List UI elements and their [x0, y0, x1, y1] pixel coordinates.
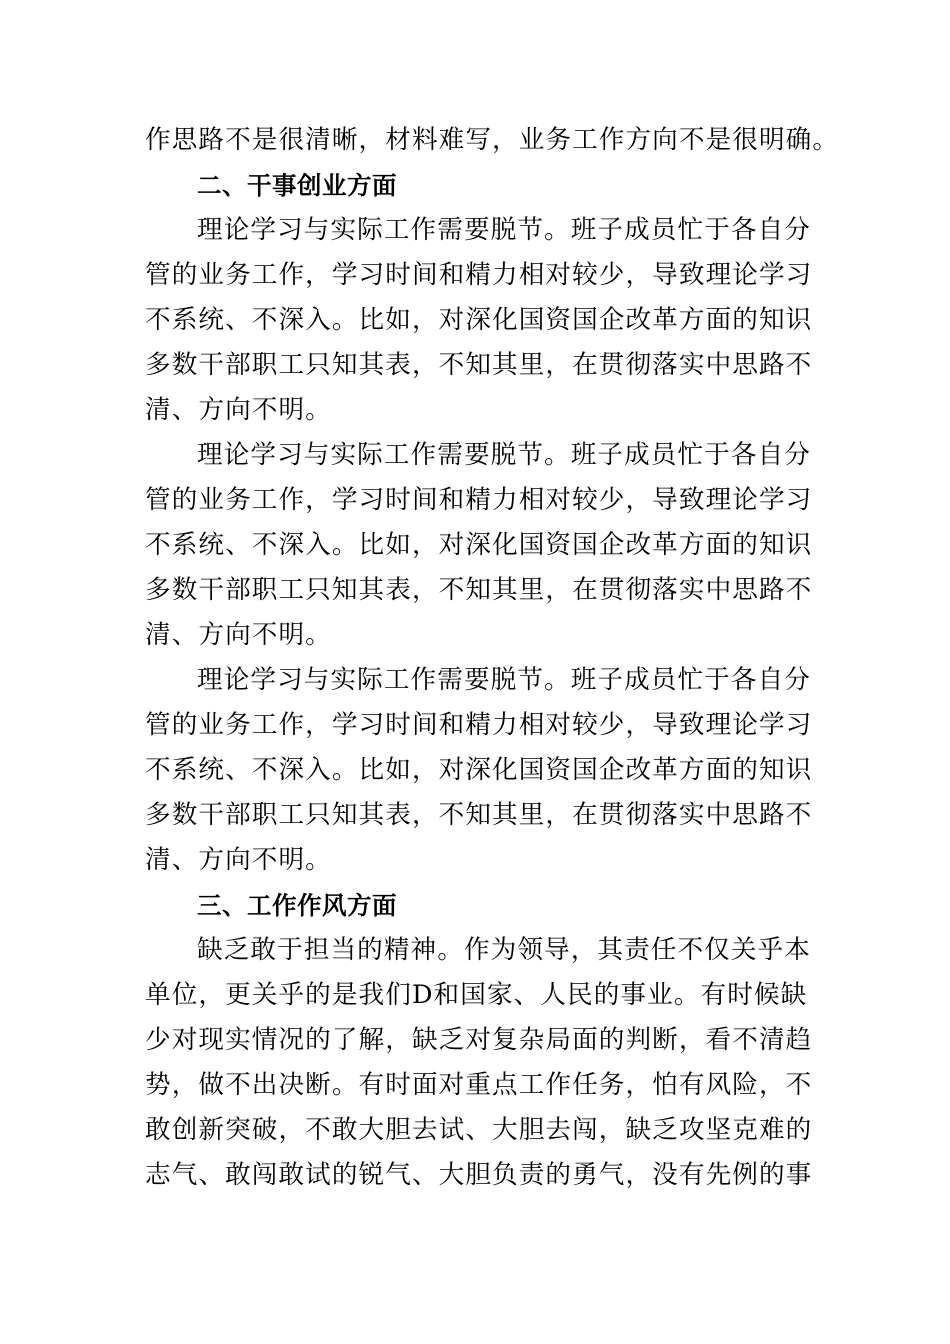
paragraph-line: 清、方向不明。	[145, 845, 332, 875]
document-page	[145, 118, 840, 1198]
paragraph-line: 清、方向不明。	[145, 395, 332, 425]
paragraph-line: 理论学习与实际工作需要脱节。班子成员忙于各自分	[197, 665, 811, 695]
paragraph	[145, 433, 813, 658]
paragraph-line: 不系统、不深入。比如，对深化国资国企改革方面的知识	[145, 530, 813, 560]
paragraph-line: 理论学习与实际工作需要脱节。班子成员忙于各自分	[197, 215, 811, 245]
paragraph-line: 单位，更关乎的是我们D和国家、人民的事业。有时候缺	[145, 980, 808, 1010]
paragraph-line: 志气、敢闯敢试的锐气、大胆负责的勇气，没有先例的事	[145, 1160, 813, 1190]
paragraph-line: 不系统、不深入。比如，对深化国资国企改革方面的知识	[145, 755, 813, 785]
paragraph-line: 管的业务工作，学习时间和精力相对较少，导致理论学习	[145, 485, 813, 515]
paragraph-line: 多数干部职工只知其表，不知其里，在贯彻落实中思路不	[145, 350, 813, 380]
paragraph	[145, 928, 813, 1198]
paragraph	[145, 208, 813, 433]
paragraph-line: 缺乏敢于担当的精神。作为领导，其责任不仅关乎本	[197, 935, 811, 965]
section-heading-2: 二、干事创业方面	[197, 171, 397, 200]
paragraph	[145, 658, 813, 883]
paragraph-line: 管的业务工作，学习时间和精力相对较少，导致理论学习	[145, 710, 813, 740]
paragraph-line: 清、方向不明。	[145, 620, 332, 650]
paragraph-continuation: 作思路不是很清晰，材料难写，业务工作方向不是很明确。	[145, 125, 840, 155]
paragraph-line: 多数干部职工只知其表，不知其里，在贯彻落实中思路不	[145, 575, 813, 605]
paragraph-line: 多数干部职工只知其表，不知其里，在贯彻落实中思路不	[145, 800, 813, 830]
paragraph-line: 少对现实情况的了解，缺乏对复杂局面的判断，看不清趋	[145, 1025, 813, 1055]
paragraph-line: 管的业务工作，学习时间和精力相对较少，导致理论学习	[145, 260, 813, 290]
paragraph-line: 理论学习与实际工作需要脱节。班子成员忙于各自分	[197, 440, 811, 470]
section-heading-3: 三、工作作风方面	[197, 891, 397, 920]
paragraph-line: 敢创新突破，不敢大胆去试、大胆去闯，缺乏攻坚克难的	[145, 1115, 813, 1145]
paragraph-line: 不系统、不深入。比如，对深化国资国企改革方面的知识	[145, 305, 813, 335]
paragraph-line: 势，做不出决断。有时面对重点工作任务，怕有风险，不	[145, 1070, 813, 1100]
